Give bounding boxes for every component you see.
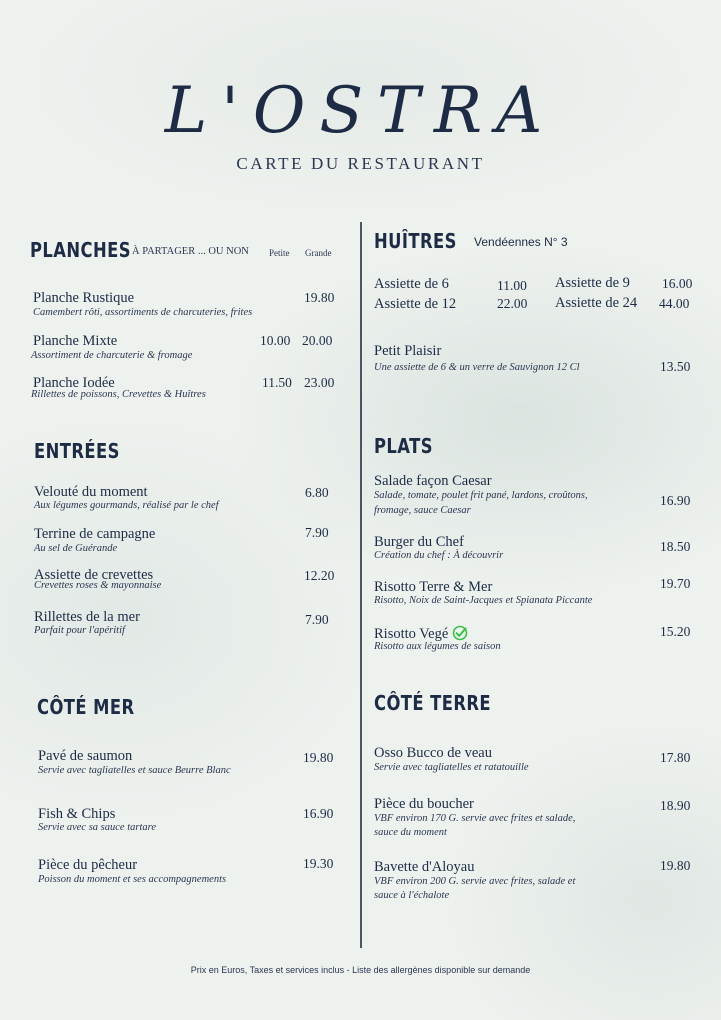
menu-item-name: Bavette d'Aloyau [374,859,475,875]
menu-item-desc: Servie avec tagliatelles et ratatouille [374,762,529,773]
menu-item-price: 19.80 [303,750,334,765]
menu-item-price: 6.80 [305,485,329,500]
menu-item-desc: Parfait pour l'apéritif [34,625,125,636]
menu-item-price: 19.80 [660,858,691,873]
menu-subtitle: CARTE DU RESTAURANT [236,154,485,173]
menu-item-name: Planche Mixte [33,333,118,349]
column-divider [360,222,362,948]
menu-item-desc: Camembert rôti, assortiments de charcuteries, frites [33,307,253,318]
column-header-grande: Grande [305,248,332,258]
menu-item-name: Osso Bucco de veau [374,745,492,761]
menu-item-desc: Une assiette de 6 & un verre de Sauvignon 12 Cl [374,362,580,373]
menu-item-desc: VBF environ 200 G. servie avec frites, salade et [374,876,576,887]
menu-item-name-text: Risotto Vegé [374,626,449,642]
menu-item-price: 11.00 [497,278,527,293]
menu-item-name: Assiette de 6 [374,276,449,292]
menu-item-desc: sauce du moment [374,827,447,838]
section-title-huitres: HUÎTRES [374,229,457,253]
menu-item-price: 7.90 [305,525,329,540]
menu-item-price: 16.90 [660,493,691,508]
menu-item-desc: Aux légumes gourmands, réalisé par le chef [34,500,219,511]
menu-item-price: 12.20 [304,568,335,583]
section-title-entrees: ENTRÉES [34,439,120,463]
menu-item-desc: Rillettes de poissons, Crevettes & Huîtres [31,389,206,400]
restaurant-logo: L'OSTRA [164,74,557,148]
menu-item-name: Assiette de 12 [374,296,457,312]
menu-item-price: 16.90 [303,806,334,821]
menu-item-price-large: 20.00 [302,333,333,348]
menu-item-desc: Salade, tomate, poulet frit pané, lardons, croûtons, [374,490,588,501]
menu-item-price: 15.20 [660,624,691,639]
section-title-cote-mer: CÔTÉ MER [37,695,135,719]
menu-item-desc: sauce à l'échalote [374,890,450,901]
menu-item-desc: fromage, sauce Caesar [374,505,471,516]
menu-item-price: 19.70 [660,576,691,591]
menu-item-desc: Servie avec tagliatelles et sauce Beurre Blanc [38,765,231,776]
menu-item-name: Pièce du pêcheur [38,857,138,873]
menu-item-desc: Risotto, Noix de Saint-Jacques et Spianata Piccante [374,595,593,606]
menu-item-price: 17.80 [660,750,691,765]
menu-item-name: Terrine de campagne [34,526,156,542]
menu-item-name: Planche Rustique [33,290,135,306]
menu-item-desc: Poisson du moment et ses accompagnements [38,874,227,885]
menu-item-price: 13.50 [660,359,691,374]
menu-item-price-small: 10.00 [260,333,291,348]
section-title-planches: PLANCHES [30,238,131,262]
menu-item-name: Assiette de crevettes [34,567,154,583]
menu-item-name: Pièce du boucher [374,796,474,812]
menu-item-desc: Assortiment de charcuterie & fromage [31,350,193,361]
menu-item-price-large: 23.00 [304,375,335,390]
menu-item-price: 44.00 [659,296,690,311]
menu-item-desc: Servie avec sa sauce tartare [38,822,156,833]
menu-item-name: Pavé de saumon [38,748,133,764]
menu-item-name: Assiette de 24 [555,295,638,311]
menu-item-price: 19.30 [303,856,334,871]
menu-item-price: 7.90 [305,612,329,627]
menu-item-name: Petit Plaisir [374,343,442,359]
menu-item-price: 18.50 [660,539,691,554]
menu-item-desc: VBF environ 170 G. servie avec frites et salade, [374,813,576,824]
menu-item-name: Burger du Chef [374,534,464,550]
menu-item-name: Assiette de 9 [555,275,630,291]
column-header-petite: Petite [269,248,290,258]
menu-item-price: 18.90 [660,798,691,813]
section-title-cote-terre: CÔTÉ TERRE [374,691,492,715]
menu-item-name: Salade façon Caesar [374,473,492,489]
menu-item-name: Velouté du moment [34,484,148,500]
menu-item-desc: Risotto aux légumes de saison [374,641,501,652]
menu-item-desc: Création du chef : À découvrir [374,550,504,561]
menu-item-price: 16.00 [662,276,693,291]
menu-item-name: Planche Iodée [33,375,115,391]
menu-item-name: Risotto Terre & Mer [374,579,493,595]
menu-item-price-small: 11.50 [262,375,292,390]
menu-item-price: 22.00 [497,296,528,311]
menu-item-name: Rillettes de la mer [34,609,140,625]
footer-note: Prix en Euros, Taxes et services inclus - Liste des allergènes disponible sur demande [190,965,531,975]
menu-item-desc: Crevettes roses & mayonnaise [34,580,162,591]
menu-item-desc: Au sel de Guérande [34,543,118,554]
planches-share-note: À PARTAGER ... OU NON [132,246,249,257]
menu-item-name: Fish & Chips [38,806,116,822]
section-title-plats: PLATS [374,434,433,458]
menu-item-price: 19.80 [304,290,335,305]
huitres-variety-note: Vendéennes N° 3 [474,235,568,249]
